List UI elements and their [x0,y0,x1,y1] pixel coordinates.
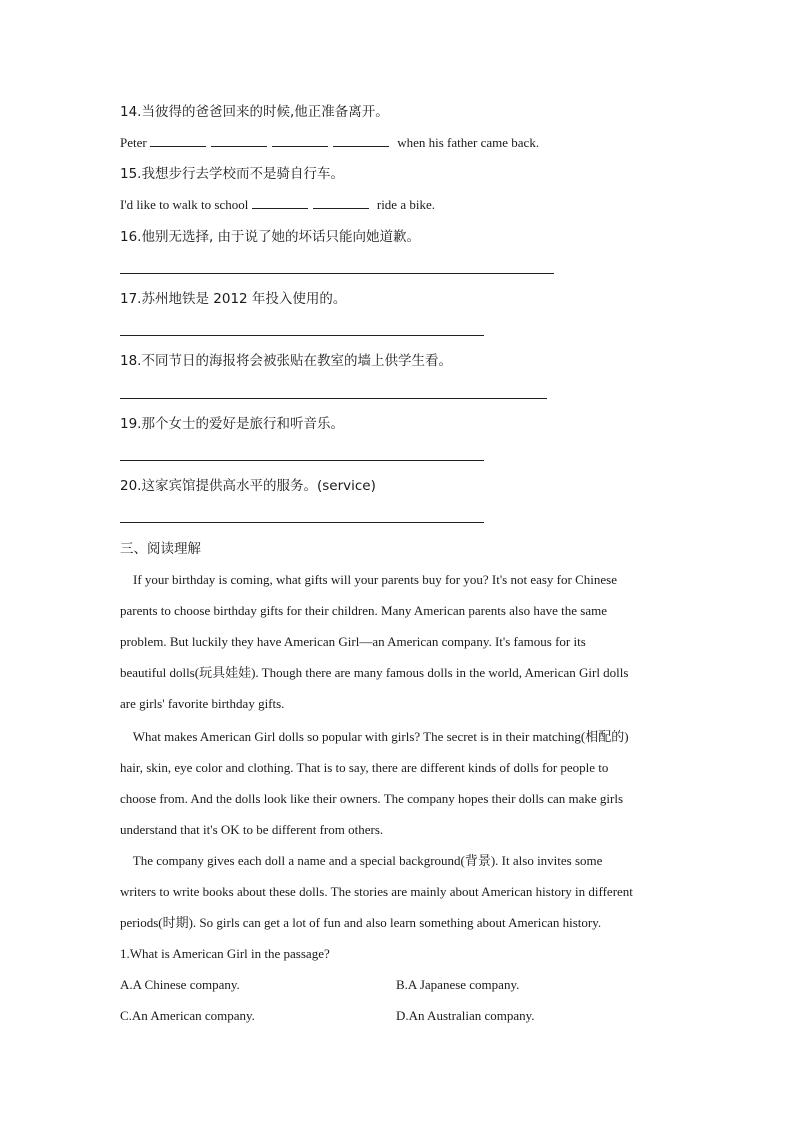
answer-blank[interactable] [313,197,369,209]
question-14-lead: Peter [120,135,147,150]
passage-line: The company gives each doll a name and a special background(背景). It also invites some [120,853,603,868]
answer-line[interactable] [120,273,554,274]
answer-blank[interactable] [211,135,267,147]
passage-line: choose from. And the dolls look like their owners. The company hopes their dolls can make girls [120,791,624,806]
answer-line[interactable] [120,460,484,461]
question-19-prompt: 19.那个女士的爱好是旅行和听音乐。 [120,416,344,432]
mcq-question: 1.What is American Girl in the passage? [120,946,330,961]
question-15-answer [120,196,435,214]
question-14-prompt: 14.当彼得的爸爸回来的时候,他正准备离开。 [120,104,389,120]
option-c[interactable]: C.An American company. [120,1008,255,1023]
answer-blank[interactable] [252,197,308,209]
section-title: 三、阅读理解 [120,541,201,557]
question-15-prompt: 15.我想步行去学校而不是骑自行车。 [120,166,344,182]
passage-paragraph-3 [120,845,680,938]
passage-line: periods(时期). So girls can get a lot of fun and also learn something about American history. [120,915,602,930]
passage-line: parents to choose birthday gifts for their children. Many American parents also have the same [120,603,607,618]
question-14-answer [120,134,539,152]
answer-line[interactable] [120,398,547,399]
passage-line: If your birthday is coming, what gifts will your parents buy for you? It's not easy for Chinese [120,572,617,587]
passage-line: beautiful dolls(玩具娃娃). Though there are many famous dolls in the world, American Girl dolls [120,665,629,680]
question-16-prompt: 16.他别无选择, 由于说了她的坏话只能向她道歉。 [120,229,421,245]
answer-blank[interactable] [150,135,206,147]
answer-blank[interactable] [272,135,328,147]
question-20-prompt: 20.这家宾馆提供高水平的服务。(service) [120,478,376,494]
question-18-prompt: 18.不同节日的海报将会被张贴在教室的墙上供学生看。 [120,353,452,369]
passage-paragraph-1 [120,564,680,719]
passage-line: hair, skin, eye color and clothing. That is to say, there are different kinds of dolls for people to [120,760,609,775]
answer-blank[interactable] [333,135,389,147]
question-17-prompt: 17.苏州地铁是 2012 年投入使用的。 [120,291,347,307]
passage-line: problem. But luckily they have American Girl—an American company. It's famous for its [120,634,586,649]
option-b[interactable]: B.A Japanese company. [396,977,520,992]
answer-line[interactable] [120,335,484,336]
question-15-tail: ride a bike. [376,197,435,212]
answer-line[interactable] [120,522,484,523]
passage-line: writers to write books about these dolls. The stories are mainly about American history in different [120,884,633,899]
option-d[interactable]: D.An Australian company. [396,1008,535,1023]
passage-paragraph-2 [120,721,680,845]
passage-line: are girls' favorite birthday gifts. [120,696,285,711]
passage-line: What makes American Girl dolls so popular with girls? The secret is in their matching(相配的) [120,729,629,744]
question-15-lead: I'd like to walk to school [120,197,249,212]
passage-line: understand that it's OK to be different from others. [120,822,384,837]
option-a[interactable]: A.A Chinese company. [120,977,240,992]
question-14-tail: when his father came back. [397,135,540,150]
